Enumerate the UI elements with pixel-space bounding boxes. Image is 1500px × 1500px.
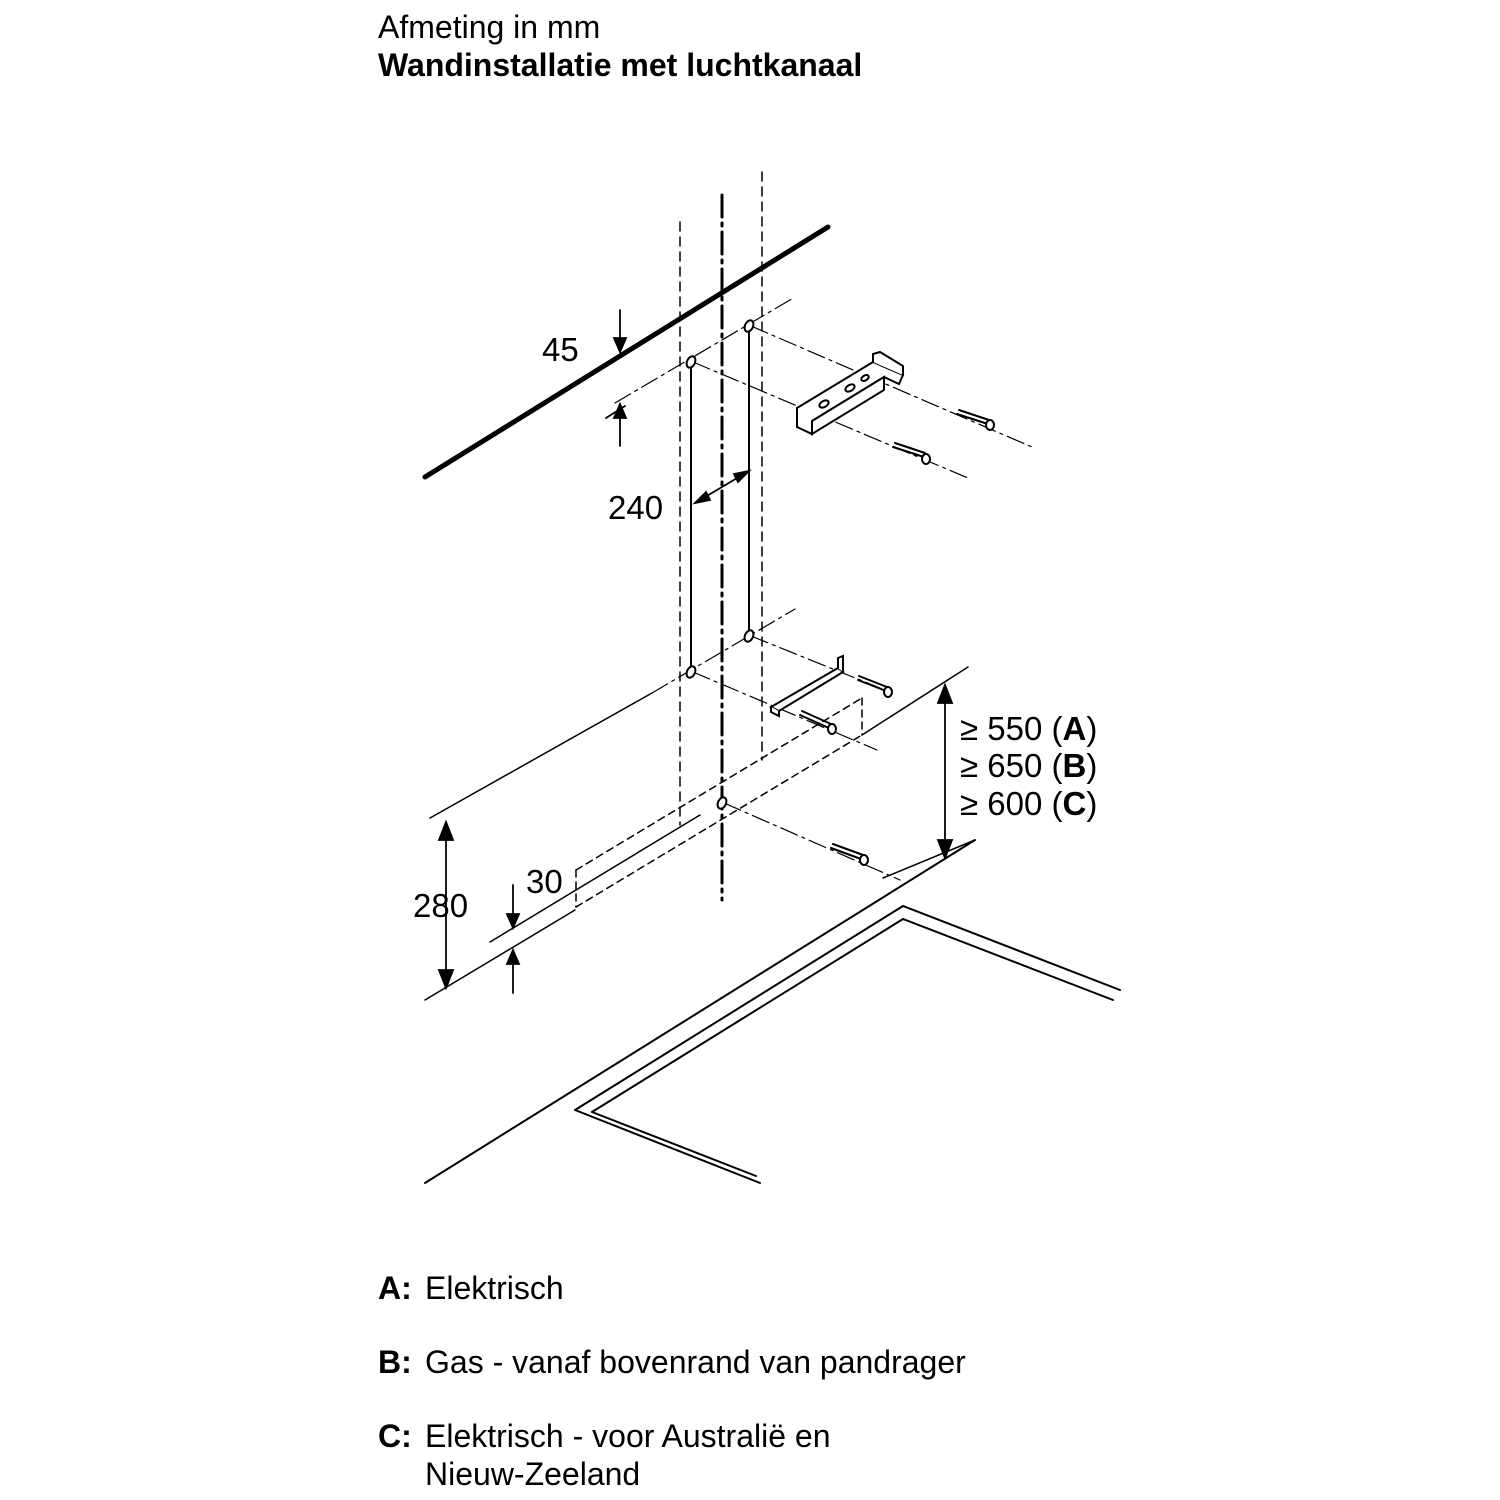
bottom-screw-line bbox=[724, 803, 900, 880]
upper-screws bbox=[893, 410, 994, 464]
label-240: 240 bbox=[608, 489, 664, 526]
lower-screws bbox=[800, 676, 892, 865]
diagram-title: Wandinstallatie met luchtkanaal bbox=[378, 47, 863, 83]
dimension-45 bbox=[606, 310, 626, 446]
legend-item-c bbox=[378, 1417, 1078, 1497]
height-bottom-reference bbox=[883, 840, 975, 878]
label-height-b: ≥ 650 (B) bbox=[960, 747, 1098, 784]
dimension-30 bbox=[507, 885, 519, 993]
legend-item-b bbox=[378, 1343, 1078, 1383]
label-280: 280 bbox=[413, 887, 469, 924]
mounting-holes bbox=[685, 319, 755, 810]
hood-upper-edge bbox=[430, 693, 652, 818]
legend-key-b: B: bbox=[378, 1344, 412, 1380]
legend-text-c-line1: Elektrisch - voor Australië en bbox=[425, 1418, 831, 1454]
label-45: 45 bbox=[542, 331, 579, 368]
ceiling-line bbox=[425, 227, 828, 477]
label-30: 30 bbox=[526, 863, 563, 900]
legend-item-a bbox=[378, 1269, 1078, 1309]
label-height-c: ≥ 600 (C) bbox=[960, 785, 1098, 822]
hood-middle-edge bbox=[490, 815, 700, 942]
legend-text-b: Gas - vanaf bovenrand van pandrager bbox=[425, 1344, 966, 1380]
legend-key-a: A: bbox=[378, 1270, 412, 1306]
dimension-hood-height bbox=[938, 685, 952, 858]
legend-key-c: C: bbox=[378, 1418, 412, 1454]
legend-text-a: Elektrisch bbox=[425, 1270, 564, 1306]
legend-text-c-line2: Nieuw-Zeeland bbox=[425, 1456, 641, 1492]
diagram-subtitle: Afmeting in mm bbox=[378, 9, 601, 45]
upper-hole-diagonal bbox=[615, 297, 795, 403]
label-height-a: ≥ 550 (A) bbox=[960, 710, 1098, 747]
lower-wall-bracket bbox=[771, 656, 843, 716]
upper-wall-bracket bbox=[797, 352, 903, 434]
